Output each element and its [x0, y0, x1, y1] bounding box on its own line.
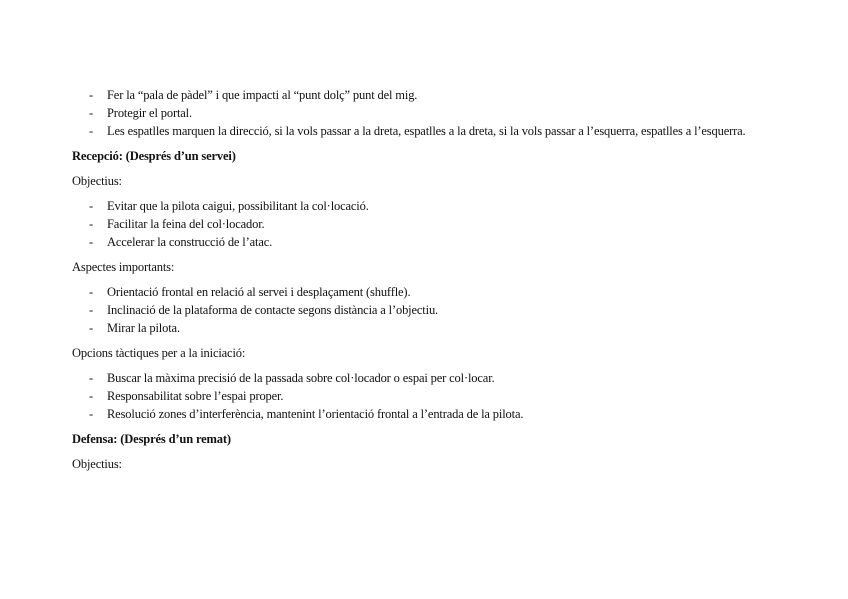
objectius-label: Objectius:: [72, 174, 122, 188]
section-heading-defensa: Defensa: (Després d’un remat): [72, 432, 231, 446]
recepcio-objectius-list: [72, 197, 784, 251]
dash-bullet: -: [89, 321, 94, 335]
list-item: - Buscar la màxima precisió de la passada sobre col·locador o espai per col·locar.: [89, 371, 495, 385]
list-item: - Evitar que la pilota caigui, possibilitant la col·locació.: [89, 199, 369, 213]
list-item: - Orientació frontal en relació al servei i desplaçament (shuffle).: [89, 285, 411, 299]
list-item: - Resolució zones d’interferència, mantenint l’orientació frontal a l’entrada de la pilota.: [89, 407, 524, 421]
list-item: - Protegir el portal.: [89, 106, 192, 120]
list-item: - Responsabilitat sobre l’espai proper.: [89, 389, 284, 403]
objectius-label: Objectius:: [72, 457, 122, 471]
recepcio-opcions-list: [72, 369, 784, 423]
list-item: - Fer la “pala de pàdel” i que impacti al “punt dolç” punt del mig.: [89, 88, 418, 102]
list-item: - Accelerar la construcció de l’atac.: [89, 235, 273, 249]
dash-bullet: -: [89, 235, 94, 249]
dash-bullet: -: [89, 285, 94, 299]
opcions-label: Opcions tàctiques per a la iniciació:: [72, 346, 246, 360]
aspectes-label: Aspectes importants:: [72, 260, 175, 274]
document-content: [72, 86, 784, 480]
dash-bullet: -: [89, 371, 94, 385]
intro-list: [72, 86, 784, 140]
recepcio-aspectes-list: [72, 283, 784, 337]
dash-bullet: -: [89, 88, 94, 102]
dash-bullet: -: [89, 106, 94, 120]
section-heading-recepcio: Recepció: (Després d’un servei): [72, 149, 236, 163]
list-item: - Mirar la pilota.: [89, 321, 180, 335]
dash-bullet: -: [89, 389, 94, 403]
dash-bullet: -: [89, 407, 94, 421]
dash-bullet: -: [89, 124, 94, 138]
list-item: - Les espatlles marquen la direcció, si la vols passar a la dreta, espatlles a la dreta, si la vols passar a l’esquerra, espatlles a l’esquerra.: [89, 124, 746, 138]
list-item: - Inclinació de la plataforma de contacte segons distància a l’objectiu.: [89, 303, 439, 317]
list-item: - Facilitar la feina del col·locador.: [89, 217, 265, 231]
dash-bullet: -: [89, 199, 94, 213]
dash-bullet: -: [89, 303, 94, 317]
dash-bullet: -: [89, 217, 94, 231]
